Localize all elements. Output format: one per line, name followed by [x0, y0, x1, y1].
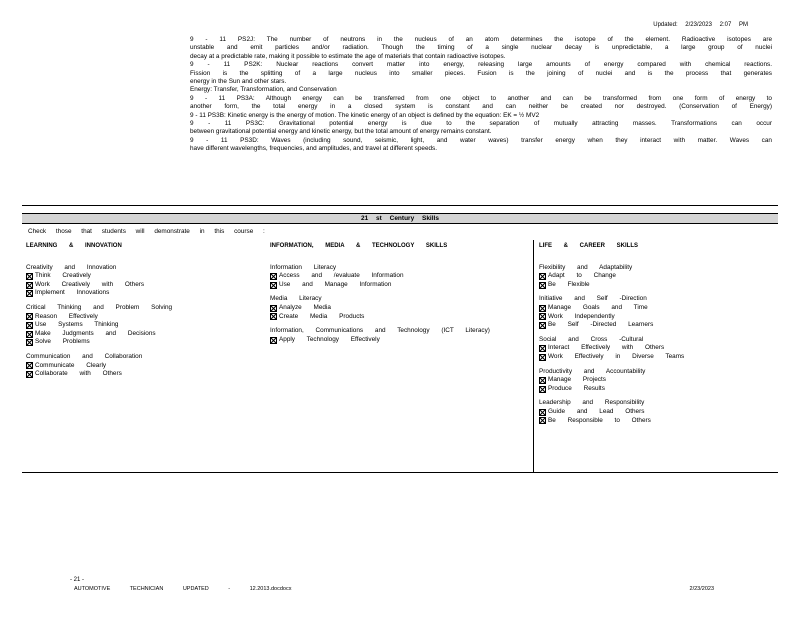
- standards-line: Energy: Transfer, Transformation, and Conservation: [190, 86, 337, 94]
- skill-item-label: Use and Manage Information: [279, 280, 392, 288]
- footer-date: 2/23/2023: [689, 586, 714, 592]
- column-life-career: [539, 242, 774, 425]
- checked-checkbox[interactable]: [539, 354, 546, 361]
- skill-item-label: Communicate Clearly: [35, 361, 107, 369]
- standards-line: 9 - 11 PS2J: The number of neutrons in the nucleus of an atom determines the isotope of the element. Radioactive isotopes are: [190, 36, 772, 43]
- skill-category-title: Information, Communications and Technology (ICT Literacy): [270, 327, 490, 335]
- skill-item: [539, 321, 774, 330]
- skill-item-label: Collaborate with Others: [35, 370, 122, 378]
- skill-category-title: Leadership and Responsibility: [539, 399, 645, 407]
- checked-checkbox[interactable]: [539, 417, 546, 424]
- standards-line: between gravitational potential energy and kinetic energy, but the total amount of energy remains constant.: [190, 128, 492, 136]
- skill-item-label: Solve Problems: [35, 338, 90, 346]
- skill-item: [26, 330, 261, 339]
- skill-item-label: Work Independently: [548, 312, 615, 320]
- standards-line: Fission is the splitting of a large nucleus into smaller pieces. Fusion is the joining of nuclei and is the process that generates: [190, 69, 772, 77]
- skill-item-label: Be Flexible: [548, 280, 590, 288]
- checked-checkbox[interactable]: [539, 273, 546, 280]
- skill-item-label: Make Judgments and Decisions: [35, 329, 156, 337]
- checked-checkbox[interactable]: [539, 386, 546, 393]
- skill-item-label: Interact Effectively with Others: [548, 344, 665, 352]
- skill-item-label: Work Effectively in Diverse Teams: [548, 352, 685, 360]
- skills-title-bar: [22, 213, 778, 224]
- skill-item: [539, 408, 774, 417]
- checked-checkbox[interactable]: [539, 313, 546, 320]
- skill-item: [26, 313, 261, 322]
- skill-item: [26, 281, 261, 290]
- column-divider: [533, 240, 534, 472]
- skill-category-title: Initiative and Self -Direction: [539, 295, 647, 303]
- skill-item: [26, 289, 261, 298]
- skill-item-label: Implement Innovations: [35, 289, 110, 297]
- skill-item-label: Use Systems Thinking: [35, 321, 119, 329]
- standards-line: 9 - 11 PS3A: Although energy can be transferred from one object to another and can be transformed from one form of energy to: [190, 94, 772, 102]
- standards-line: 9 - 11 PS3C: Gravitational potential energy is due to the separation of mutually attracting masses. Transformations can occur: [190, 120, 772, 128]
- skill-item-label: Manage Goals and Time: [548, 303, 648, 311]
- standards-line: decay at a predictable rate, making it possible to estimate the age of materials that contain radioactive isotopes.: [190, 52, 506, 60]
- checked-checkbox[interactable]: [539, 345, 546, 352]
- skill-item-label: Adapt to Change: [548, 272, 616, 280]
- skill-item-label: Guide and Lead Others: [548, 407, 645, 415]
- skill-item-label: Access and /evaluate Information: [279, 272, 404, 280]
- checked-checkbox[interactable]: [270, 273, 277, 280]
- skill-item: [26, 321, 261, 330]
- checked-checkbox[interactable]: [270, 282, 277, 289]
- standards-line: unstable and emit particles and/or radiation. Though the timing of a single nuclear decay is unpredictable, a large group of nuclei: [190, 44, 772, 52]
- standards-line: energy in the Sun and other stars.: [190, 78, 287, 86]
- skill-category-title: Creativity and Innovation: [26, 263, 117, 271]
- footer-left-text: AUTOMOTIVE TECHNICIAN UPDATED - 12.2013.docdocx: [74, 586, 292, 592]
- skill-category-title: Social and Cross -Cultural: [539, 335, 644, 343]
- skill-item-label: Reason Effectively: [35, 312, 98, 320]
- checked-checkbox[interactable]: [539, 377, 546, 384]
- updated-timestamp: Updated: 2/23/2023 2:07 PM: [653, 22, 748, 28]
- skill-item-label: Be Responsible to Others: [548, 416, 651, 424]
- checked-checkbox[interactable]: [26, 362, 33, 369]
- skill-item: [270, 336, 528, 345]
- checked-checkbox[interactable]: [26, 371, 33, 378]
- skill-category-title: Communication and Collaboration: [26, 352, 143, 360]
- skill-item-label: Create Media Products: [279, 312, 365, 320]
- skill-item: [26, 272, 261, 281]
- skill-item-label: Apply Technology Effectively: [279, 335, 380, 343]
- skill-item: [270, 281, 528, 290]
- skill-item: [26, 370, 261, 379]
- skill-item: [539, 304, 774, 313]
- standards-text: [190, 36, 772, 154]
- standards-line: have different wavelengths, frequencies, and amplitudes, and travel at different speeds.: [190, 145, 438, 153]
- skill-item-label: Work Creatively with Others: [35, 280, 145, 288]
- skill-item: [539, 385, 774, 394]
- checked-checkbox[interactable]: [26, 322, 33, 329]
- checked-checkbox[interactable]: [270, 305, 277, 312]
- checked-checkbox[interactable]: [539, 305, 546, 312]
- skill-category-title: Information Literacy: [270, 263, 337, 271]
- table-top-rule: [22, 205, 778, 206]
- checked-checkbox[interactable]: [539, 282, 546, 289]
- standards-line: 9 - 11 PS3B: Kinetic energy is the energy of motion. The kinetic energy of an object is defined by the equation: EK = ½ MV2: [190, 111, 540, 119]
- checked-checkbox[interactable]: [270, 313, 277, 320]
- column-heading: LIFE & CAREER SKILLS: [539, 243, 639, 249]
- skill-item-label: Analyze Media: [279, 303, 331, 311]
- column-heading: LEARNING & INNOVATION: [26, 243, 122, 249]
- footer-page-number: - 21 -: [70, 577, 85, 583]
- checked-checkbox[interactable]: [26, 313, 33, 320]
- skill-item: [26, 362, 261, 371]
- skill-item: [270, 313, 528, 322]
- checked-checkbox[interactable]: [26, 339, 33, 346]
- skill-item: [539, 272, 774, 281]
- skill-category-title: Productivity and Accountability: [539, 367, 646, 375]
- checked-checkbox[interactable]: [26, 273, 33, 280]
- standards-line: 9 - 11 PS2K: Nuclear reactions convert matter into energy, releasing large amounts of energy compared with chemical reactions.: [190, 61, 772, 69]
- skill-item: [539, 313, 774, 322]
- checked-checkbox[interactable]: [539, 409, 546, 416]
- column-heading: INFORMATION, MEDIA & TECHNOLOGY SKILLS: [270, 243, 448, 249]
- skill-category-title: Flexibility and Adaptability: [539, 263, 633, 271]
- skill-item-label: Be Self -Directed Learners: [548, 321, 654, 329]
- standards-line: 9 - 11 PS3D: Waves (including sound, seismic, light, and water waves) transfer energy when they interact with matter. Waves can: [190, 136, 772, 144]
- skill-item: [539, 417, 774, 426]
- standards-line: another form, the total energy in a closed system is constant and can neither be created nor destroyed. (Conservation of Energy): [190, 103, 772, 111]
- checked-checkbox[interactable]: [26, 331, 33, 338]
- skill-item: [539, 376, 774, 385]
- column-learning-innovation: [26, 242, 261, 379]
- skill-item: [539, 281, 774, 290]
- skill-item: [270, 272, 528, 281]
- checked-checkbox[interactable]: [539, 322, 546, 329]
- checked-checkbox[interactable]: [26, 282, 33, 289]
- skill-category-title: Media Literacy: [270, 295, 322, 303]
- skill-item-label: Manage Projects: [548, 376, 606, 384]
- skills-title: 21 st Century Skills: [361, 215, 439, 222]
- skill-item-label: Produce Results: [548, 384, 605, 392]
- skill-item: [539, 353, 774, 362]
- check-prompt: Check those that students will demonstrate in this course :: [28, 228, 265, 235]
- table-bottom-rule: [22, 472, 778, 473]
- skill-item: [26, 338, 261, 347]
- column-information-media-technology: [270, 242, 528, 344]
- skill-category-title: Critical Thinking and Problem Solving: [26, 303, 173, 311]
- checked-checkbox[interactable]: [26, 290, 33, 297]
- checked-checkbox[interactable]: [270, 337, 277, 344]
- skill-item: [539, 344, 774, 353]
- skill-item-label: Think Creatively: [35, 272, 91, 280]
- skill-item: [270, 304, 528, 313]
